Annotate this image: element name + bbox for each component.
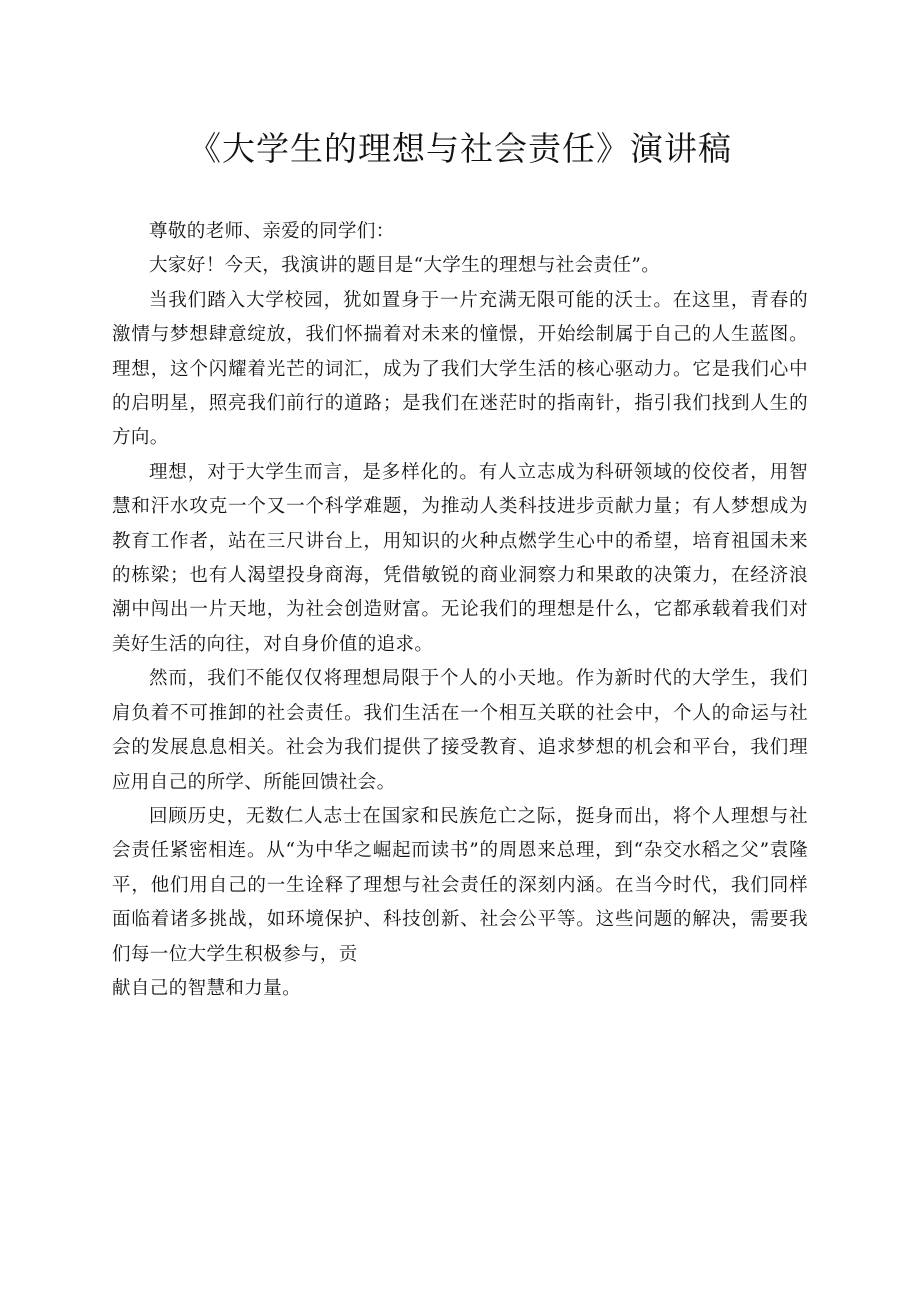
paragraph-salutation: 尊敬的老师、亲爱的同学们： — [149, 221, 395, 242]
paragraph-history-continued: 献自己的智慧和力量。 — [112, 977, 302, 999]
paragraph-ideal-intro: 当我们踏入大学校园，犹如置身于一片充满无限可能的沃士。在这里，青春的激情与梦想肆意绽放，我们怀揣着对未来的憧憬，开始绘制属于自己的人生蓝图。理想，这个闪耀着光芒的词汇，成为了我们大学生活的核心驱动力。它是我们心中的启明星，照亮我们前行的道路；是我们在迷茫时的指南针，指引我们找到人生的方向。 — [112, 289, 808, 449]
paragraph-history: 回顾历史，无数仁人志士在国家和民族危亡之际，挺身而出，将个人理想与社会责任紧密相连。从“为中华之崛起而读书”的周恩来总理，到“杂交水稻之父”袁隆平，他们用自己的一生诠释了理想与社会责任的深刻内涵。在当今时代，我们同样面临着诸多挑战，如环境保护、科技创新、社会公平等。这些问题的解决，需要我们每一位大学生积极参与，贡 — [112, 805, 808, 965]
paragraph-greeting: 大家好！今天，我演讲的题目是“大学生的理想与社会责任”。 — [149, 255, 661, 277]
document-body — [112, 215, 808, 1006]
document-title: 《大学生的理想与社会责任》演讲稿 — [188, 129, 732, 168]
paragraph-ideal-diversity: 理想，对于大学生而言，是多样化的。有人立志成为科研领域的佼佼者，用智慧和汗水攻克一个又一个科学难题，为推动人类科技进步贡献力量；有人梦想成为教育工作者，站在三尺讲台上，用知识的火种点燃学生心中的希望，培育祖国未来的栋梁；也有人渴望投身商海，凭借敏锐的商业洞察力和果敢的决策力，在经济浪潮中闯出一片天地，为社会创造财富。无论我们的理想是什么，它都承载着我们对美好生活的向往，对自身价值的追求。 — [112, 461, 808, 655]
paragraph-social-responsibility: 然而，我们不能仅仅将理想局限于个人的小天地。作为新时代的大学生，我们肩负着不可推卸的社会责任。我们生活在一个相互关联的社会中，个人的命运与社会的发展息息相关。社会为我们提供了接受教育、追求梦想的机会和平台，我们理应用自己的所学、所能回馈社会。 — [112, 668, 808, 793]
